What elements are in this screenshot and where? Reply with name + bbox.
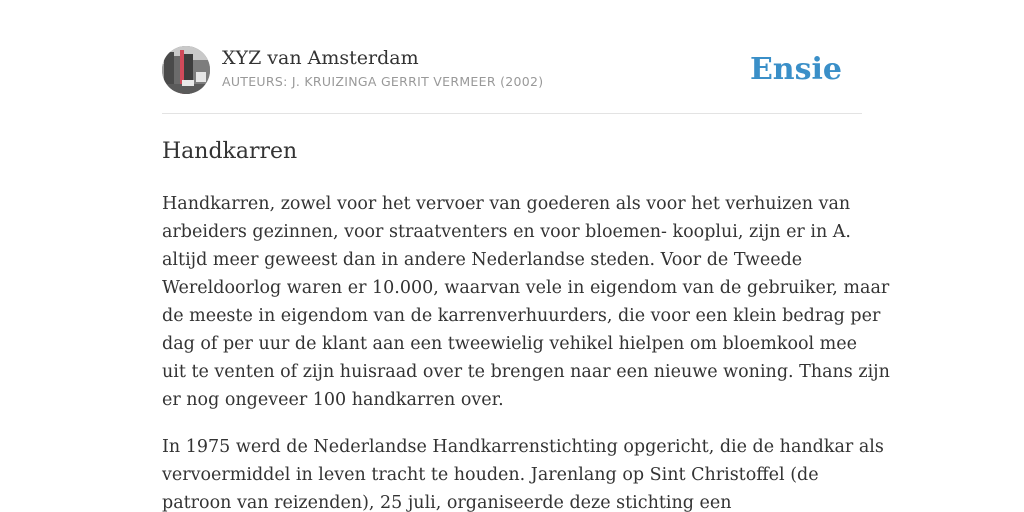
paragraph-line: de meeste in eigendom van de karrenverhuurders, die voor een klein bedrag per bbox=[162, 306, 881, 326]
book-cover-image bbox=[162, 46, 210, 94]
article-paragraph-1 bbox=[162, 190, 890, 414]
book-header bbox=[162, 46, 862, 114]
paragraph-line: patroon van reizenden), 25 juli, organiseerde deze stichting een bbox=[162, 493, 732, 512]
article-paragraph-2 bbox=[162, 433, 884, 512]
paragraph-line: In 1975 werd de Nederlandse Handkarrenstichting opgericht, die de handkar als bbox=[162, 437, 884, 457]
paragraph-line: dag of per uur de klant aan een tweewielig vehikel hielpen om bloemkool mee bbox=[162, 334, 857, 354]
paragraph-line: Handkarren, zowel voor het vervoer van goederen als voor het verhuizen van bbox=[162, 194, 851, 214]
right-edge-fade bbox=[984, 0, 1024, 512]
paragraph-line: er nog ongeveer 100 handkarren over. bbox=[162, 390, 504, 410]
paragraph-line: altijd meer geweest dan in andere Nederlandse steden. Voor de Tweede bbox=[162, 250, 803, 270]
book-cover-avatar[interactable] bbox=[162, 46, 210, 94]
paragraph-line: arbeiders gezinnen, voor straatventers en voor bloemen- kooplui, zijn er in A. bbox=[162, 222, 851, 242]
paragraph-line: uit te venten of zijn huisraad over te brengen naar een nieuwe woning. Thans zijn bbox=[162, 362, 890, 382]
book-title[interactable]: XYZ van Amsterdam bbox=[222, 47, 419, 69]
article-title: Handkarren bbox=[162, 139, 298, 164]
ensie-logo-link[interactable]: Ensie bbox=[749, 52, 842, 87]
paragraph-line: Wereldoorlog waren er 10.000, waarvan vele in eigendom van de gebruiker, maar bbox=[162, 278, 890, 298]
paragraph-line: vervoermiddel in leven tracht te houden. Jarenlang op Sint Christoffel (de bbox=[162, 465, 819, 485]
book-authors: AUTEURS: J. KRUIZINGA GERRIT VERMEER (2002) bbox=[222, 74, 544, 89]
